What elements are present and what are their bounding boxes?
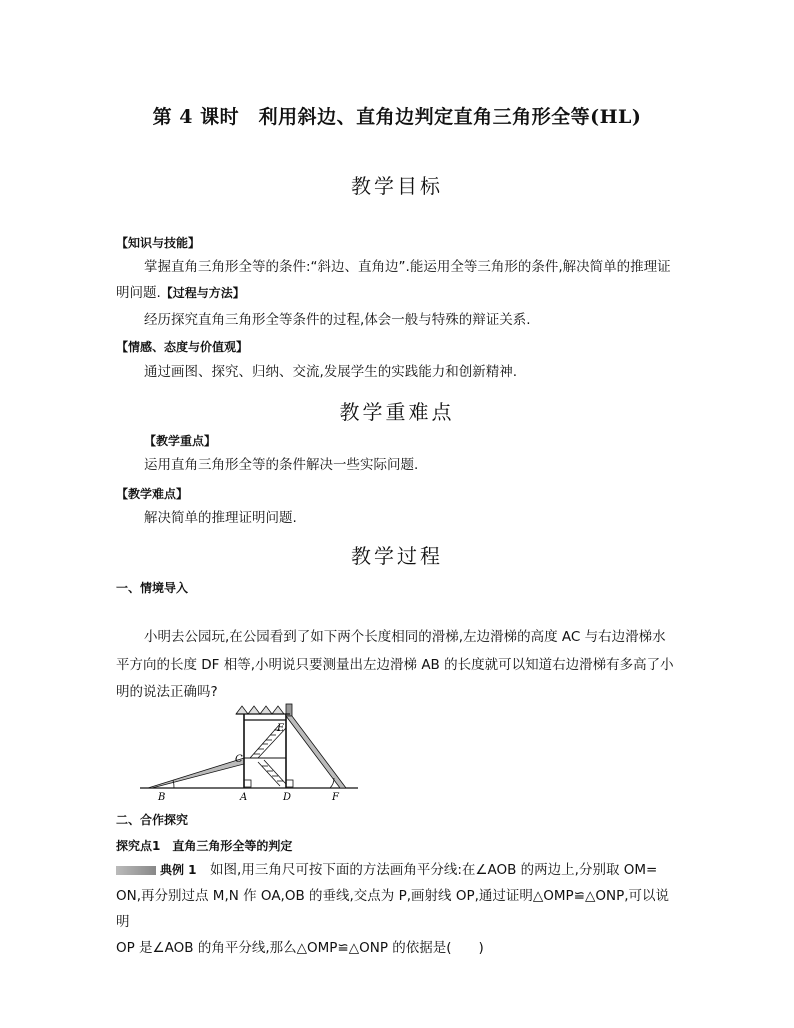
knowledge-text-end: 明问题. — [116, 285, 161, 301]
label-e: E — [277, 723, 285, 734]
process-heading: 教学过程 — [351, 544, 443, 568]
right-slide — [286, 716, 346, 788]
explore-heading: 探究点1 直角三角形全等的判定 — [116, 839, 293, 853]
key-text: 运用直角三角形全等的条件解决一些实际问题. — [144, 457, 419, 473]
example-1 — [116, 857, 681, 961]
example-line3: OP 是∠AOB 的角平分线,那么△OMP≌△ONP 的依据是( ) — [116, 940, 484, 956]
example-line2: ON,再分别过点 M,N 作 OA,OB 的垂线,交点为 P,画射线 OP,通过证明△OMP≌△ONP,可以说明 — [116, 888, 670, 930]
knowledge-text-line2 — [116, 280, 245, 306]
difficult-label: 【教学难点】 — [116, 487, 189, 501]
right-angle-a — [244, 780, 251, 787]
page-title: 第 4 课时 利用斜边、直角边判定直角三角形全等(HL) — [152, 106, 642, 128]
process-label: 【过程与方法】 — [160, 286, 245, 300]
slide-figure — [140, 700, 360, 804]
label-c: C — [235, 754, 243, 765]
part1-heading: 一、情境导入 — [116, 581, 189, 595]
roof-2 — [248, 706, 260, 714]
goals-heading: 教学目标 — [351, 174, 443, 198]
label-a: A — [240, 792, 248, 803]
label-b: B — [158, 792, 166, 803]
scenario-line3: 明的说法正确吗? — [116, 684, 218, 700]
scenario-line2: 平方向的长度 DF 相等,小明说只要测量出左边滑梯 AB 的长度就可以知道右边滑梯有多高了小 — [116, 657, 674, 673]
roof-1 — [236, 706, 248, 714]
left-slide — [148, 758, 244, 788]
part2-heading: 二、合作探究 — [116, 813, 189, 827]
emotion-text: 通过画图、探究、归纳、交流,发展学生的实践能力和创新精神. — [144, 364, 518, 380]
emotion-label: 【情感、态度与价值观】 — [116, 340, 249, 354]
example-text-1: 如图,用三角尺可按下面的方法画角平分线:在∠AOB 的两边上,分别取 OM= — [210, 862, 658, 878]
knowledge-label: 【知识与技能】 — [116, 236, 201, 250]
right-angle-d — [286, 780, 293, 787]
key-points-heading: 教学重难点 — [339, 400, 455, 424]
knowledge-text-line1: 掌握直角三角形全等的条件:“斜边、直角边”.能运用全等三角形的条件,解决简单的推理证 — [144, 259, 671, 275]
label-d: D — [283, 792, 292, 803]
process-text: 经历探究直角三角形全等条件的过程,体会一般与特殊的辩证关系. — [144, 312, 531, 328]
example-badge-icon — [116, 866, 156, 875]
example-line1 — [116, 857, 681, 883]
roof-4 — [272, 706, 284, 714]
example-label: 典例 1 — [160, 863, 197, 877]
scenario-line1: 小明去公园玩,在公园看到了如下两个长度相同的滑梯,左边滑梯的高度 AC 与右边滑梯水 — [144, 629, 666, 645]
key-label: 【教学重点】 — [144, 434, 217, 448]
label-f: F — [332, 792, 339, 803]
difficult-text: 解决简单的推理证明问题. — [144, 510, 297, 526]
roof-3 — [260, 706, 272, 714]
